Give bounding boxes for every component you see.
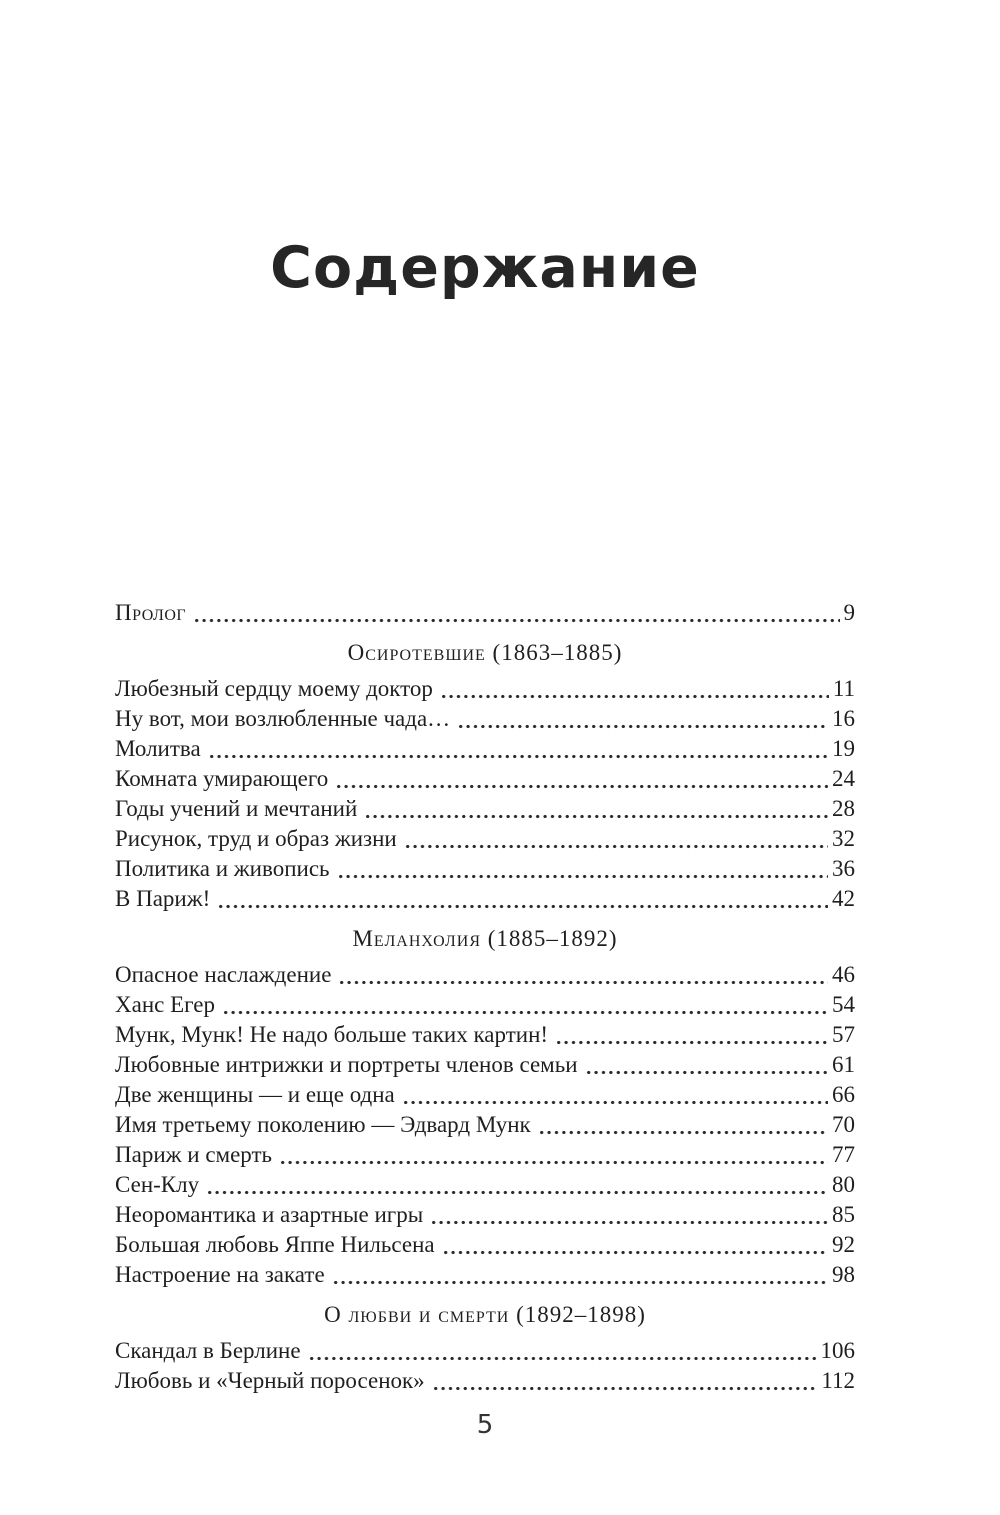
toc-entry-page: 61 — [832, 1052, 855, 1077]
dot-leader — [442, 1250, 828, 1255]
toc-entry — [115, 1366, 855, 1396]
toc-entry-page: 66 — [832, 1082, 855, 1107]
dot-leader — [457, 724, 828, 729]
toc-entry-title: Комната умирающего — [115, 766, 329, 791]
toc-entry — [115, 598, 855, 628]
dot-leader — [279, 1160, 828, 1165]
toc-entry-title: Любовные интрижки и портреты членов семьи — [115, 1052, 578, 1077]
toc-entry-page: 85 — [832, 1202, 855, 1227]
toc-entry — [115, 1050, 855, 1080]
toc-entry-page: 54 — [832, 992, 855, 1017]
dot-leader — [555, 1040, 828, 1045]
dot-leader — [338, 980, 828, 985]
toc-entry — [115, 884, 855, 914]
toc-entry — [115, 1336, 855, 1366]
toc-entry — [115, 824, 855, 854]
toc-entry-page: 19 — [832, 736, 855, 761]
toc-entry-page: 70 — [832, 1112, 855, 1137]
toc-entry-title: Скандал в Берлине — [115, 1338, 301, 1363]
toc-section-heading: Осиротевшие (1863–1885) — [347, 640, 623, 665]
dot-leader — [364, 814, 828, 819]
toc-entry-page: 112 — [821, 1368, 855, 1393]
toc-entry-page: 9 — [843, 600, 855, 625]
toc-entry-title: Настроение на закате — [115, 1262, 325, 1287]
dot-leader — [404, 844, 828, 849]
toc-entry-page: 77 — [832, 1142, 855, 1167]
dot-leader — [585, 1070, 828, 1075]
dot-leader — [208, 754, 828, 759]
dot-leader — [332, 1280, 828, 1285]
dot-leader — [440, 694, 829, 699]
toc-entry-page: 106 — [820, 1338, 855, 1363]
toc-entry — [115, 794, 855, 824]
toc-entry-title: Опасное наслаждение — [115, 962, 332, 987]
toc-entry-page: 16 — [832, 706, 855, 731]
toc-entry-title: Рисунок, труд и образ жизни — [115, 826, 397, 851]
toc-entry-title: Молитва — [115, 736, 201, 761]
toc-entry — [115, 1200, 855, 1230]
toc-entry-page: 92 — [832, 1232, 855, 1257]
dot-leader — [432, 1386, 818, 1391]
toc-entry-page: 36 — [832, 856, 855, 881]
toc-entry-title: Имя третьему поколению — Эдвард Мунк — [115, 1112, 531, 1137]
toc-entry-title: Пролог — [115, 600, 187, 625]
toc-entry-page: 57 — [832, 1022, 855, 1047]
toc-entry — [115, 990, 855, 1020]
toc-entry — [115, 704, 855, 734]
toc-section-heading: О любви и смерти (1892–1898) — [324, 1302, 646, 1327]
page-number: 5 — [476, 1410, 494, 1440]
toc-entry-title: Мунк, Мунк! Не надо больше таких картин! — [115, 1022, 549, 1047]
toc-entry — [115, 734, 855, 764]
table-of-contents — [115, 598, 855, 1396]
toc-entry-title: Ханс Егер — [115, 992, 215, 1017]
toc-entry-title: Политика и живопись — [115, 856, 330, 881]
toc-entry-title: Любовь и «Черный поросенок» — [115, 1368, 425, 1393]
toc-entry-title: Любезный сердцу моему доктор — [115, 676, 433, 701]
toc-entry-title: Ну вот, мои возлюбленные чада… — [115, 706, 451, 731]
toc-entry-page: 46 — [832, 962, 855, 987]
toc-section-heading: Меланхолия (1885–1892) — [352, 926, 618, 951]
toc-entry — [115, 1170, 855, 1200]
toc-entry — [115, 854, 855, 884]
dot-leader — [206, 1190, 828, 1195]
dot-leader — [308, 1356, 817, 1361]
toc-entry-title: Сен-Клу — [115, 1172, 200, 1197]
toc-entry — [115, 1140, 855, 1170]
dot-leader — [538, 1130, 828, 1135]
toc-entry — [115, 1020, 855, 1050]
dot-leader — [193, 618, 839, 623]
toc-entry — [115, 1260, 855, 1290]
dot-leader — [337, 874, 828, 879]
toc-entry-page: 24 — [832, 766, 855, 791]
toc-entry — [115, 960, 855, 990]
dot-leader — [222, 1010, 828, 1015]
toc-entry-title: Большая любовь Яппе Нильсена — [115, 1232, 435, 1257]
dot-leader — [402, 1100, 828, 1105]
toc-entry-title: Две женщины — и еще одна — [115, 1082, 395, 1107]
toc-entry-title: В Париж! — [115, 886, 211, 911]
dot-leader — [217, 904, 828, 909]
toc-entry-page: 28 — [832, 796, 855, 821]
toc-entry-title: Годы учений и мечтаний — [115, 796, 358, 821]
toc-entry — [115, 1110, 855, 1140]
toc-entry-page: 32 — [832, 826, 855, 851]
toc-entry-page: 80 — [832, 1172, 855, 1197]
toc-entry-title: Неоромантика и азартные игры — [115, 1202, 424, 1227]
page-title: Содержание — [270, 235, 700, 301]
toc-entry — [115, 1230, 855, 1260]
dot-leader — [430, 1220, 828, 1225]
toc-entry — [115, 674, 855, 704]
toc-entry-page: 42 — [832, 886, 855, 911]
dot-leader — [335, 784, 828, 789]
toc-entry — [115, 1080, 855, 1110]
toc-entry-page: 98 — [832, 1262, 855, 1287]
toc-entry-page: 11 — [832, 676, 855, 701]
toc-entry — [115, 764, 855, 794]
toc-entry-title: Париж и смерть — [115, 1142, 273, 1167]
